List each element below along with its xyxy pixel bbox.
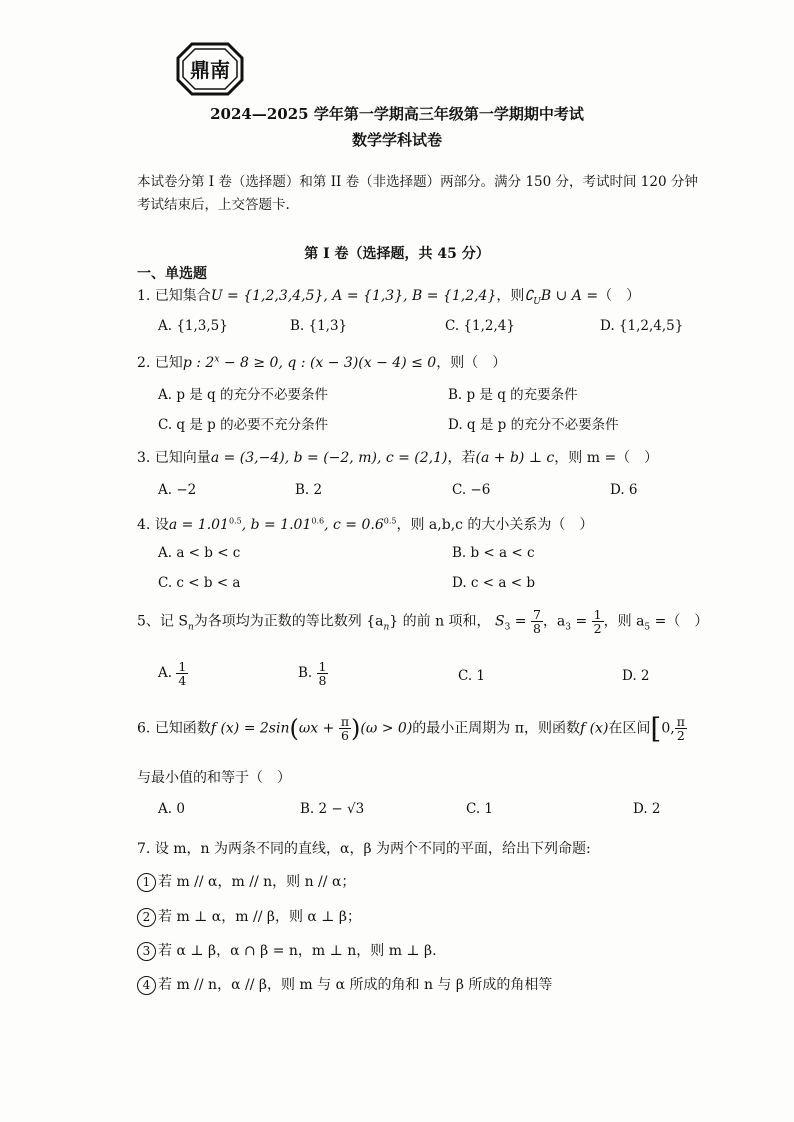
q5-option-c: C. 1 [458, 668, 486, 684]
school-logo [176, 42, 244, 96]
q1-option-b: B. {1,3} [290, 318, 348, 334]
q2-option-b: B. p 是 q 的充要条件 [448, 387, 578, 403]
q3-option-a: A. −2 [158, 482, 197, 498]
q5-option-a: A. $\frac{1}{4}$ [158, 659, 187, 689]
q7-proposition-1: 1 若 m // α，m // n，则 n // α； [137, 871, 355, 892]
q6-continuation: 与最小值的和等于（ ） [137, 770, 291, 786]
q5-option-b: B. $\frac{1}{8}$ [298, 659, 327, 689]
part-heading: 第 I 卷（选择题，共 45 分） [304, 246, 490, 262]
question-6: 6. 已知函数f (x) = 2sin(ωx + $\frac{\pi}{6}$ )(ω > 0)的最小正周期为 π，则函数f (x)在区间[0, $\frac{\pi}{2}$ [137, 712, 685, 745]
q1-option-d: D. {1,2,4,5} [600, 318, 684, 334]
exam-subtitle: 数学学科试卷 [351, 131, 442, 149]
question-5: 5、记 $S_n$为各项均为正数的等比数列 $\{a_n\}$ 的前 n 项和， $S_3$ = $\frac{7}{8}$ ，$a_3$ = $\frac{1}{2}$ ，则 $a_5$ =（ ） [137, 607, 709, 637]
q2-option-d: D. q 是 p 的充分不必要条件 [448, 417, 619, 433]
q7-proposition-3: 3 若 α ⊥ β，α ∩ β = n，m ⊥ n，则 m ⊥ β. [137, 940, 437, 961]
q2-option-a: A. p 是 q 的充分不必要条件 [158, 387, 328, 403]
q6-option-b: B. 2 − √3 [300, 801, 365, 817]
question-4: 4. 设$a = 1.01^{0.5}$, $b = 1.01^{0.6}$, $c = 0.6^{0.5}$，则 a,b,c 的大小关系为（ ） [137, 516, 594, 533]
section-heading: 一、单选题 [137, 266, 207, 282]
question-2: 2. 已知p : $2^x - 8 \ge 0$, q : (x − 3)(x − 4) ≤ 0，则（ ） [137, 354, 507, 371]
q3-option-c: C. −6 [452, 482, 491, 498]
intro-line-1: 本试卷分第 I 卷（选择题）和第 II 卷（非选择题）两部分。满分 150 分，考试时间 120 分钟 [137, 174, 698, 190]
q2-option-c: C. q 是 p 的必要不充分条件 [158, 417, 329, 433]
q3-option-d: D. 6 [610, 482, 638, 498]
q6-option-c: C. 1 [466, 801, 494, 817]
question-7: 7. 设 m，n 为两条不同的直线，α，β 为两个不同的平面，给出下列命题: [137, 841, 591, 857]
svg-text:鼎南: 鼎南 [190, 58, 230, 82]
q4-option-c: C. c < b < a [158, 575, 241, 591]
q4-option-a: A. a < b < c [158, 545, 241, 561]
question-1: 1. 已知集合U = {1,2,3,4,5}, A = {1,3}, B = {1,2,4}，则$∁_UB$ ∪ A =（ ） [137, 288, 641, 307]
q4-option-b: B. b < a < c [452, 545, 535, 561]
question-3: 3. 已知向量a = (3,−4), b = (−2, m), c = (2,1)，若(a + b) ⊥ c，则 m =（ ） [137, 450, 659, 466]
q4-option-d: D. c < a < b [452, 575, 535, 591]
exam-title: 2024—2025 学年第一学期高三年级第一学期期中考试 [210, 105, 584, 123]
q3-option-b: B. 2 [295, 482, 323, 498]
intro-line-2: 考试结束后，上交答题卡. [137, 197, 290, 213]
q5-option-d: D. 2 [622, 668, 650, 684]
q7-proposition-2: 2 若 m ⊥ α，m // β，则 α ⊥ β； [137, 906, 361, 927]
q6-option-a: A. 0 [158, 801, 185, 817]
q6-option-d: D. 2 [633, 801, 661, 817]
q7-proposition-4: 4 若 m // n，α // β，则 m 与 α 所成的角和 n 与 β 所成的角相等 [137, 974, 552, 995]
q1-option-a: A. {1,3,5} [158, 318, 228, 334]
q1-option-c: C. {1,2,4} [445, 318, 515, 334]
